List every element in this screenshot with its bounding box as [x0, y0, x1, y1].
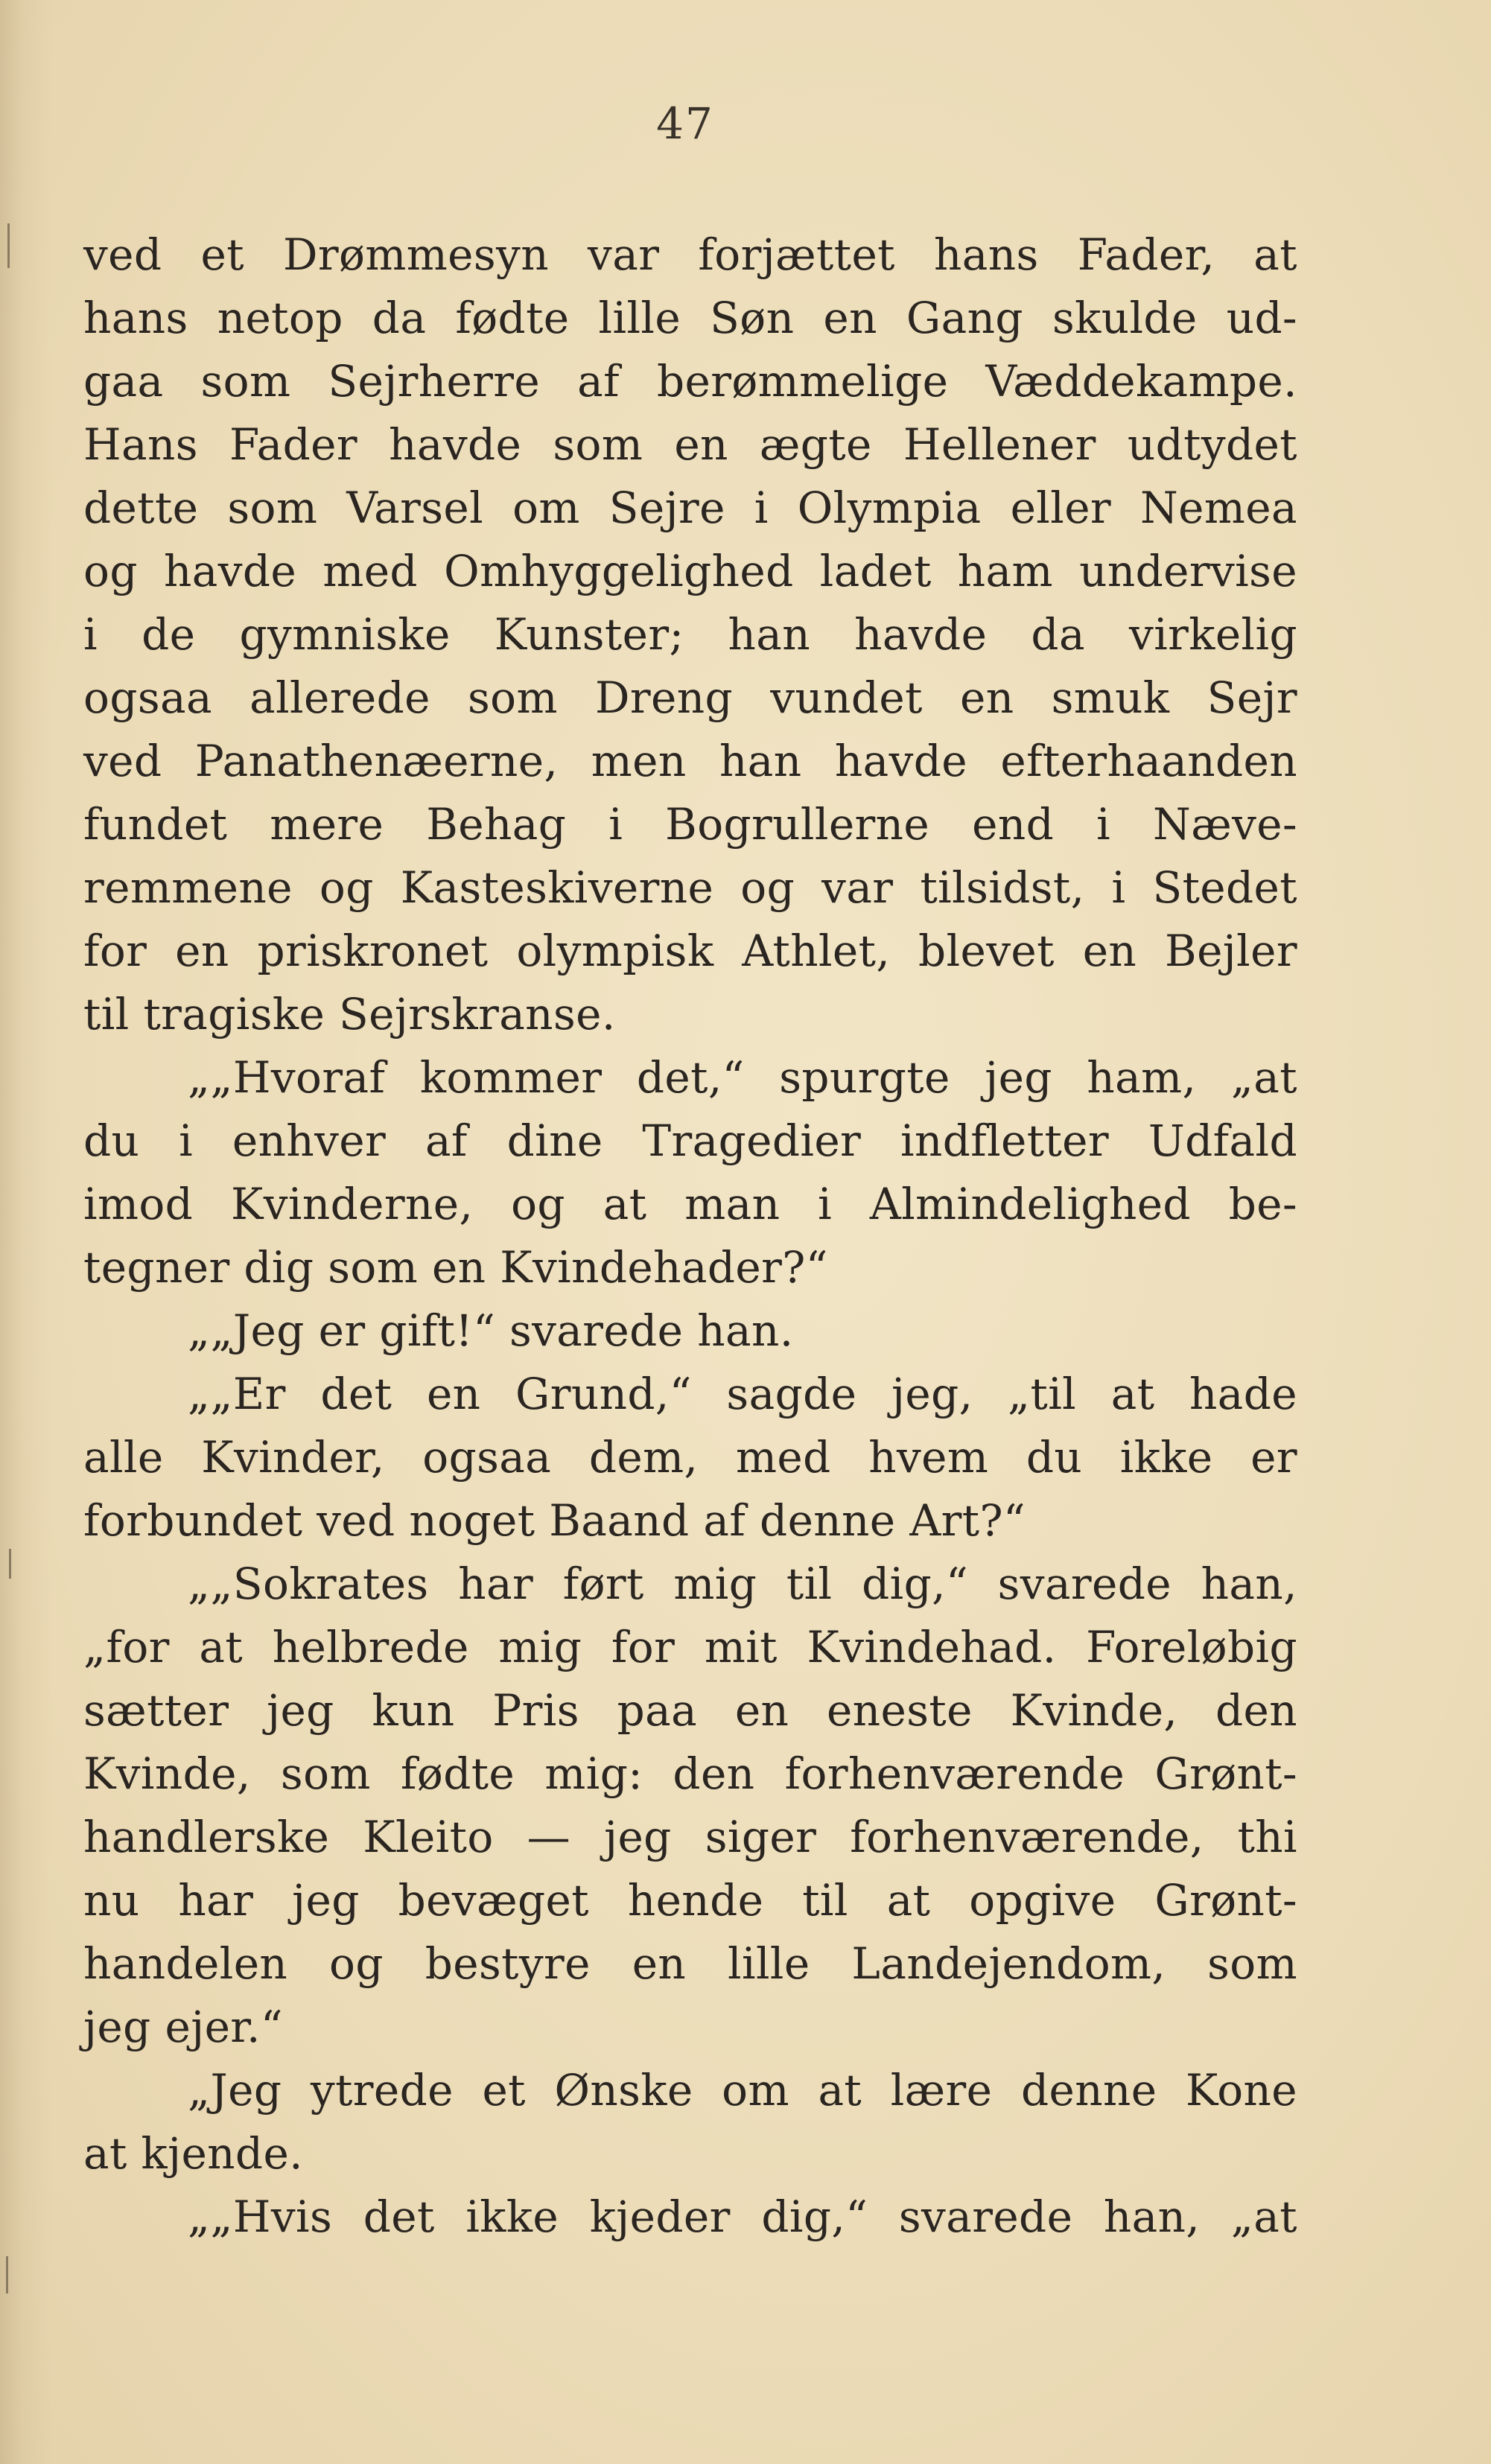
- text-line: Kvinde, som fødte mig: den forhenværende Grønt-: [83, 1748, 1297, 1799]
- margin-mark: [6, 2256, 8, 2293]
- text-line: handlerske Kleito — jeg siger forhenværende, thi: [83, 1812, 1297, 1862]
- text-line: ved et Drømmesyn var forjættet hans Fader, at: [83, 229, 1297, 280]
- text-line: „„Hvis det ikke kjeder dig,“ svarede han, „at: [188, 2191, 1297, 2242]
- text-line: for en priskronet olympisk Athlet, blevet en Bejler: [83, 926, 1297, 976]
- text-line: ogsaa allerede som Dreng vundet en smuk Sejr: [83, 672, 1297, 723]
- text-line: til tragiske Sejrskranse.: [83, 989, 616, 1040]
- text-line: at kjende.: [83, 2128, 304, 2179]
- page-number: 47: [656, 98, 714, 149]
- text-line: handelen og bestyre en lille Landejendom, som: [83, 1938, 1297, 1989]
- text-line: forbundet ved noget Baand af denne Art?“: [83, 1495, 1026, 1546]
- text-line: nu har jeg bevæget hende til at opgive Grønt-: [83, 1875, 1297, 1926]
- text-line: „„Hvoraf kommer det,“ spurgte jeg ham, „at: [188, 1052, 1297, 1103]
- text-line: hans netop da fødte lille Søn en Gang skulde ud-: [83, 293, 1297, 343]
- text-line: „„Sokrates har ført mig til dig,“ svarede han,: [188, 1559, 1297, 1609]
- text-line: Hans Fader havde som en ægte Hellener udtydet: [83, 419, 1297, 470]
- text-line: ved Panathenæerne, men han havde efterhaanden: [83, 736, 1297, 786]
- margin-mark: [9, 1549, 11, 1579]
- text-line: dette som Varsel om Sejre i Olympia eller Nemea: [83, 483, 1297, 533]
- text-line: „for at helbrede mig for mit Kvindehad. Foreløbig: [83, 1622, 1297, 1672]
- body-text: [83, 223, 1297, 2249]
- text-line: sætter jeg kun Pris paa en eneste Kvinde, den: [83, 1685, 1297, 1736]
- text-line: du i enhver af dine Tragedier indfletter Udfald: [83, 1115, 1297, 1166]
- text-line: fundet mere Behag i Bogrullerne end i Næve-: [83, 799, 1297, 850]
- margin-mark: [7, 223, 10, 268]
- text-line: „„Jeg er gift!“ svarede han.: [188, 1305, 794, 1356]
- text-line: i de gymniske Kunster; han havde da virkelig: [83, 609, 1297, 660]
- text-line: „„Er det en Grund,“ sagde jeg, „til at hade: [188, 1369, 1297, 1419]
- text-line: jeg ejer.“: [83, 2002, 283, 2052]
- text-line: alle Kvinder, ogsaa dem, med hvem du ikke er: [83, 1432, 1297, 1483]
- text-line: „Jeg ytrede et Ønske om at lære denne Kone: [188, 2065, 1297, 2116]
- text-line: tegner dig som en Kvindehader?“: [83, 1242, 828, 1293]
- text-line: remmene og Kasteskiverne og var tilsidst, i Stedet: [83, 862, 1297, 913]
- text-line: gaa som Sejrherre af berømmelige Væddekampe.: [83, 356, 1297, 407]
- text-line: og havde med Omhyggelighed ladet ham undervise: [83, 546, 1297, 596]
- text-line: imod Kvinderne, og at man i Almindelighed be-: [83, 1179, 1297, 1229]
